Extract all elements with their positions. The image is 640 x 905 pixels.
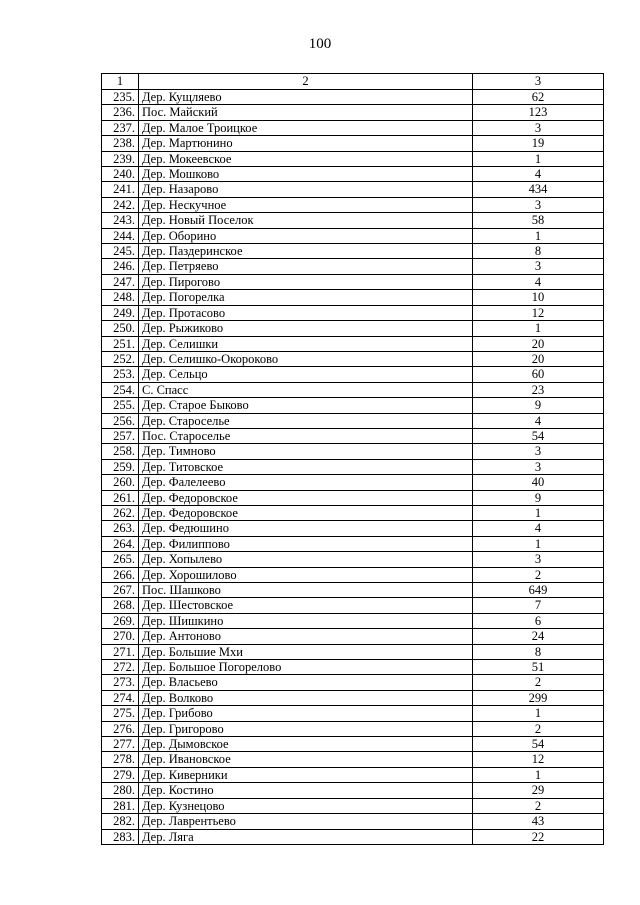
settlement-name: Дер. Федюшино (139, 521, 473, 536)
settlement-name: Дер. Власьево (139, 675, 473, 690)
table-row (102, 413, 604, 428)
population-value: 3 (473, 120, 604, 135)
settlement-name: Пос. Майский (139, 105, 473, 120)
settlement-name: Дер. Мокеевское (139, 151, 473, 166)
settlement-name: Дер. Антоново (139, 629, 473, 644)
population-value: 649 (473, 583, 604, 598)
settlements-table (101, 73, 604, 845)
settlement-name: Дер. Староселье (139, 413, 473, 428)
settlement-name: Дер. Титовское (139, 459, 473, 474)
header-col-2: 2 (139, 74, 473, 90)
row-number: 267. (102, 583, 139, 598)
population-value: 62 (473, 90, 604, 105)
settlement-name: Дер. Волково (139, 690, 473, 705)
settlement-name: Дер. Назарово (139, 182, 473, 197)
settlement-name: Дер. Петряево (139, 259, 473, 274)
row-number: 259. (102, 459, 139, 474)
table-row (102, 567, 604, 582)
table-row (102, 120, 604, 135)
settlement-name: Дер. Мартюнино (139, 136, 473, 151)
settlement-name: Пос. Староселье (139, 428, 473, 443)
settlement-name: Дер. Протасово (139, 305, 473, 320)
population-value: 12 (473, 305, 604, 320)
row-number: 244. (102, 228, 139, 243)
row-number: 249. (102, 305, 139, 320)
settlement-name: Дер. Селишко-Окороково (139, 351, 473, 366)
table-row (102, 814, 604, 829)
table-row (102, 552, 604, 567)
table-row (102, 167, 604, 182)
settlement-name: Дер. Филиппово (139, 536, 473, 551)
population-value: 12 (473, 752, 604, 767)
settlement-name: Дер. Старое Быково (139, 398, 473, 413)
population-value: 3 (473, 444, 604, 459)
table-row (102, 259, 604, 274)
row-number: 252. (102, 351, 139, 366)
row-number: 276. (102, 721, 139, 736)
population-value: 54 (473, 737, 604, 752)
population-value: 9 (473, 398, 604, 413)
population-value: 2 (473, 675, 604, 690)
table-row (102, 583, 604, 598)
table-row (102, 490, 604, 505)
row-number: 277. (102, 737, 139, 752)
row-number: 247. (102, 274, 139, 289)
population-value: 20 (473, 351, 604, 366)
settlement-name: Дер. Лаврентьево (139, 814, 473, 829)
row-number: 236. (102, 105, 139, 120)
table-row (102, 290, 604, 305)
table-row (102, 675, 604, 690)
table-row (102, 90, 604, 105)
row-number: 281. (102, 798, 139, 813)
header-col-3: 3 (473, 74, 604, 90)
row-number: 280. (102, 783, 139, 798)
settlement-name: Дер. Киверники (139, 767, 473, 782)
table-row (102, 613, 604, 628)
table-row (102, 767, 604, 782)
row-number: 248. (102, 290, 139, 305)
settlement-name: Дер. Рыжиково (139, 321, 473, 336)
row-number: 283. (102, 829, 139, 844)
row-number: 271. (102, 644, 139, 659)
settlement-name: Дер. Погорелка (139, 290, 473, 305)
settlement-name: Дер. Ляга (139, 829, 473, 844)
population-value: 4 (473, 413, 604, 428)
settlement-name: Дер. Грибово (139, 706, 473, 721)
population-value: 60 (473, 367, 604, 382)
settlement-name: Дер. Шестовское (139, 598, 473, 613)
table-row (102, 274, 604, 289)
row-number: 279. (102, 767, 139, 782)
settlement-name: Дер. Фалелеево (139, 475, 473, 490)
population-value: 3 (473, 197, 604, 212)
row-number: 275. (102, 706, 139, 721)
settlement-name: Дер. Федоровское (139, 490, 473, 505)
population-value: 3 (473, 459, 604, 474)
table-row (102, 367, 604, 382)
settlement-name: Дер. Паздеринское (139, 244, 473, 259)
population-value: 1 (473, 767, 604, 782)
row-number: 250. (102, 321, 139, 336)
population-value: 434 (473, 182, 604, 197)
row-number: 260. (102, 475, 139, 490)
table-row (102, 706, 604, 721)
table-row (102, 151, 604, 166)
population-value: 40 (473, 475, 604, 490)
row-number: 246. (102, 259, 139, 274)
population-value: 9 (473, 490, 604, 505)
table-row (102, 644, 604, 659)
table-row (102, 336, 604, 351)
population-value: 1 (473, 536, 604, 551)
settlement-name: Дер. Хопылево (139, 552, 473, 567)
row-number: 264. (102, 536, 139, 551)
settlement-name: Дер. Мошково (139, 167, 473, 182)
population-value: 8 (473, 244, 604, 259)
settlement-name: Дер. Тимново (139, 444, 473, 459)
table-row (102, 505, 604, 520)
table-row (102, 475, 604, 490)
population-value: 1 (473, 321, 604, 336)
population-value: 6 (473, 613, 604, 628)
table-row (102, 428, 604, 443)
table-row (102, 351, 604, 366)
settlement-name: Дер. Кузнецово (139, 798, 473, 813)
settlement-name: С. Спасс (139, 382, 473, 397)
row-number: 245. (102, 244, 139, 259)
table-row (102, 536, 604, 551)
table-row (102, 197, 604, 212)
population-value: 2 (473, 721, 604, 736)
row-number: 266. (102, 567, 139, 582)
population-value: 51 (473, 660, 604, 675)
table-row (102, 444, 604, 459)
population-value: 3 (473, 552, 604, 567)
population-value: 1 (473, 151, 604, 166)
row-number: 282. (102, 814, 139, 829)
table-row (102, 382, 604, 397)
population-value: 1 (473, 228, 604, 243)
table-row (102, 228, 604, 243)
table-row (102, 459, 604, 474)
settlement-name: Дер. Оборино (139, 228, 473, 243)
population-value: 1 (473, 706, 604, 721)
table-row (102, 829, 604, 844)
row-number: 241. (102, 182, 139, 197)
row-number: 239. (102, 151, 139, 166)
table-row (102, 398, 604, 413)
settlement-name: Дер. Хорошилово (139, 567, 473, 582)
row-number: 255. (102, 398, 139, 413)
row-number: 242. (102, 197, 139, 212)
table-body (102, 74, 604, 845)
row-number: 262. (102, 505, 139, 520)
table-row (102, 690, 604, 705)
table-row (102, 629, 604, 644)
population-value: 43 (473, 814, 604, 829)
table-row (102, 721, 604, 736)
population-value: 299 (473, 690, 604, 705)
table-row (102, 305, 604, 320)
table-row (102, 213, 604, 228)
row-number: 273. (102, 675, 139, 690)
settlement-name: Дер. Новый Поселок (139, 213, 473, 228)
table-row (102, 105, 604, 120)
row-number: 263. (102, 521, 139, 536)
population-value: 2 (473, 567, 604, 582)
population-value: 2 (473, 798, 604, 813)
settlement-name: Дер. Костино (139, 783, 473, 798)
settlement-name: Дер. Шишкино (139, 613, 473, 628)
population-value: 8 (473, 644, 604, 659)
settlement-name: Дер. Большое Погорелово (139, 660, 473, 675)
table-row (102, 598, 604, 613)
settlement-name: Дер. Нескучное (139, 197, 473, 212)
settlement-name: Дер. Григорово (139, 721, 473, 736)
population-value: 24 (473, 629, 604, 644)
table-row (102, 244, 604, 259)
table-row (102, 752, 604, 767)
population-value: 29 (473, 783, 604, 798)
settlement-name: Дер. Дымовское (139, 737, 473, 752)
row-number: 237. (102, 120, 139, 135)
table-row (102, 136, 604, 151)
settlement-name: Дер. Ивановское (139, 752, 473, 767)
row-number: 258. (102, 444, 139, 459)
row-number: 269. (102, 613, 139, 628)
row-number: 235. (102, 90, 139, 105)
population-value: 20 (473, 336, 604, 351)
table-row (102, 521, 604, 536)
row-number: 278. (102, 752, 139, 767)
population-value: 3 (473, 259, 604, 274)
row-number: 268. (102, 598, 139, 613)
population-value: 4 (473, 167, 604, 182)
population-value: 1 (473, 505, 604, 520)
table-row (102, 321, 604, 336)
population-value: 23 (473, 382, 604, 397)
row-number: 257. (102, 428, 139, 443)
settlement-name: Дер. Малое Троицкое (139, 120, 473, 135)
table-row (102, 737, 604, 752)
row-number: 270. (102, 629, 139, 644)
population-value: 54 (473, 428, 604, 443)
table-row (102, 660, 604, 675)
population-value: 22 (473, 829, 604, 844)
population-value: 4 (473, 521, 604, 536)
settlement-name: Дер. Кущляево (139, 90, 473, 105)
population-value: 123 (473, 105, 604, 120)
row-number: 253. (102, 367, 139, 382)
row-number: 254. (102, 382, 139, 397)
row-number: 272. (102, 660, 139, 675)
settlement-name: Дер. Пирогово (139, 274, 473, 289)
row-number: 251. (102, 336, 139, 351)
table-row (102, 182, 604, 197)
page-number: 100 (308, 36, 332, 52)
settlement-name: Дер. Сельцо (139, 367, 473, 382)
row-number: 243. (102, 213, 139, 228)
row-number: 240. (102, 167, 139, 182)
population-value: 10 (473, 290, 604, 305)
row-number: 238. (102, 136, 139, 151)
settlement-name: Дер. Большие Мхи (139, 644, 473, 659)
settlement-name: Дер. Федоровское (139, 505, 473, 520)
table-row (102, 798, 604, 813)
population-value: 58 (473, 213, 604, 228)
settlement-name: Дер. Селишки (139, 336, 473, 351)
table-header-row (102, 74, 604, 90)
row-number: 265. (102, 552, 139, 567)
row-number: 256. (102, 413, 139, 428)
header-col-1: 1 (102, 74, 139, 90)
population-value: 19 (473, 136, 604, 151)
table-row (102, 783, 604, 798)
row-number: 261. (102, 490, 139, 505)
row-number: 274. (102, 690, 139, 705)
population-value: 7 (473, 598, 604, 613)
settlement-name: Пос. Шашково (139, 583, 473, 598)
population-value: 4 (473, 274, 604, 289)
